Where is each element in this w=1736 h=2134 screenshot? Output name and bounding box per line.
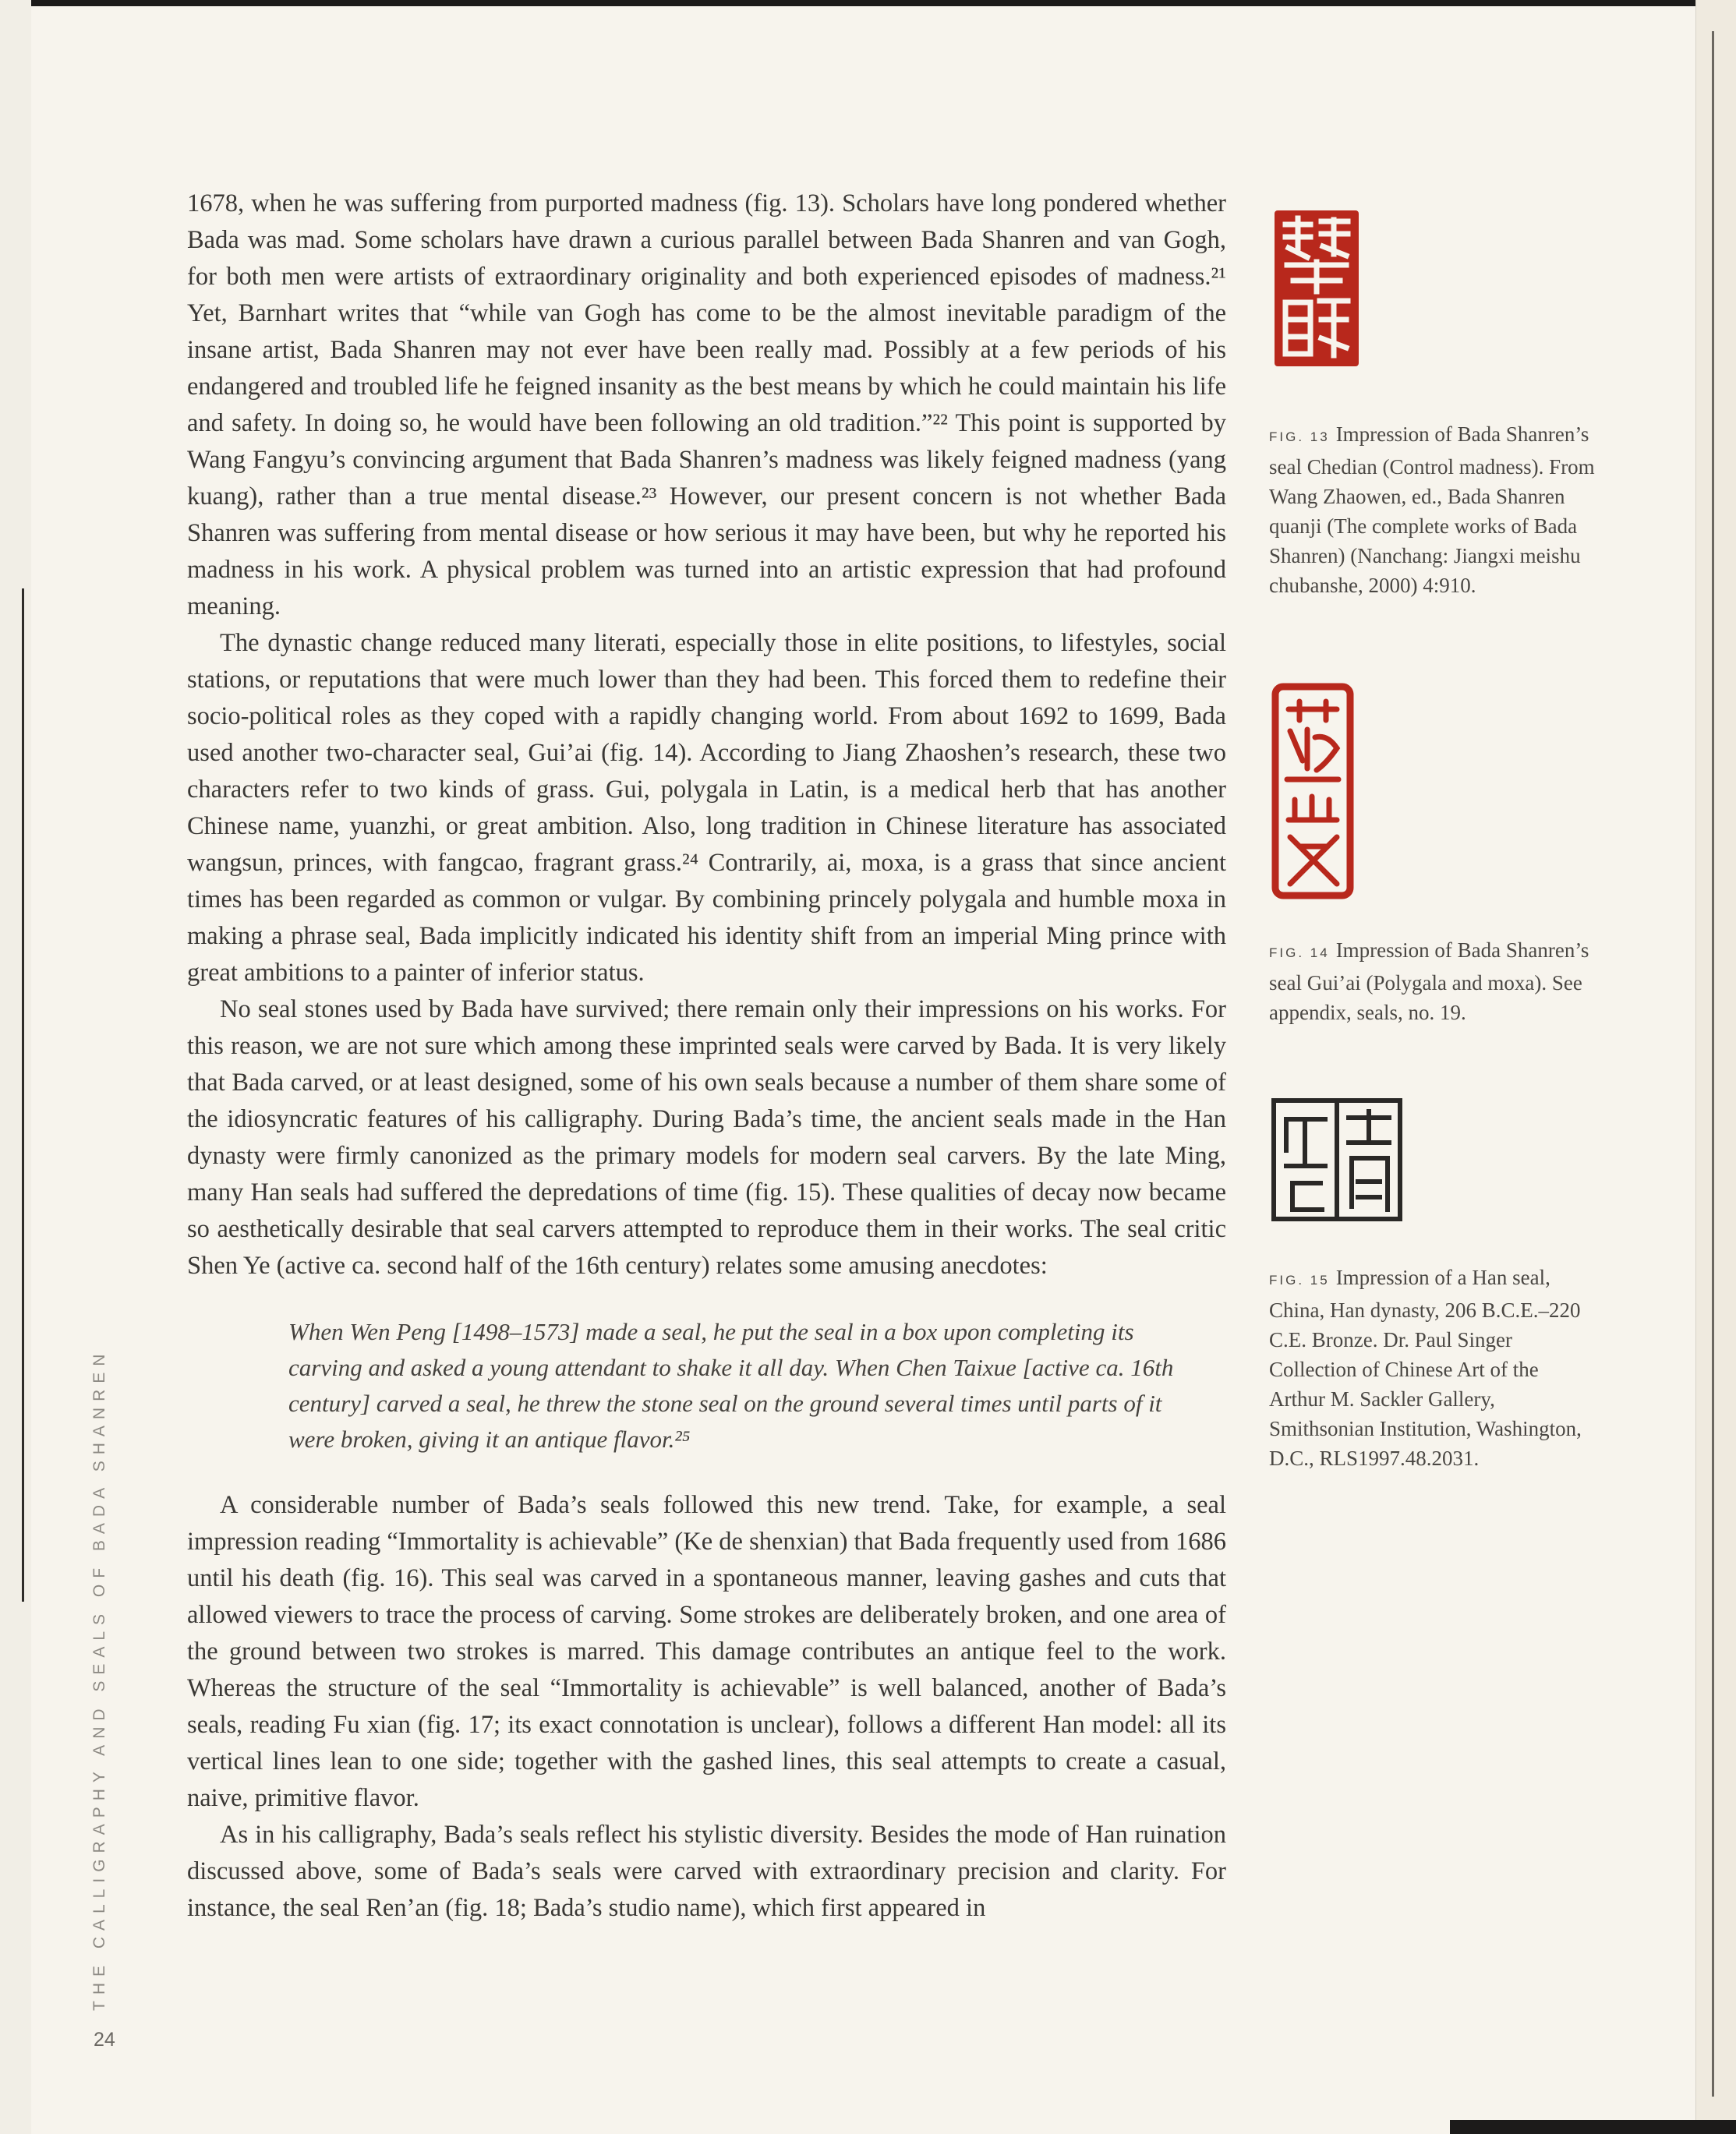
paragraph-2: The dynastic change reduced many literati, especially those in elite positions, to lifestyles, social stations, or reputations that were much lower than they had been. This forced them to redefine their socio-political roles as they coped with a rapidly changing world. From about 1692 to 1699, Bada used another two-character seal, Gui’ai (fig. 14). According to Jiang Zhaoshen’s research, these two characters refer to two kinds of grass. Gui, polygala in Latin, is a medical herb that has another Chinese name, yuanzhi, or great ambition. Also, long tradition in Chinese literature has associated wangsun, princes, with fangcao, fragrant grass.²⁴ Contrarily, ai, moxa, is a grass that since ancient times has been regarded as common or vulgar. By combining princely polygala and humble moxa in making a phrase seal, Bada implicitly indicated his identity shift from an imperial Ming prince with great ambitions to a painter of inferior status. [187, 629, 1226, 987]
right-page-edge [1695, 0, 1736, 2134]
paragraph-5: As in his calligraphy, Bada’s seals reflect his stylistic diversity. Besides the mode of Han ruination discussed above, some of Bada’s seals were carved with extraordinary precision and clarity. For instance, the seal Ren’an (fig. 18; Bada’s studio name), which first appeared in [187, 1821, 1226, 1922]
paragraph-4: A considerable number of Bada’s seals followed this new trend. Take, for example, a seal impression reading “Immortality is achievable” (Ke de shenxian) that Bada frequently used from 1686 until his death (fig. 16). This seal was carved in a spontaneous manner, leaving gashes and cuts that allowed viewers to trace the process of carving. Some strokes are deliberately broken, and one area of the ground between two strokes is marred. This damage contributes an antique feel to the work. Whereas the structure of the seal “Immortality is achievable” is well balanced, another of Bada’s seals, reading Fu xian (fig. 17; its exact connotation is unclear), follows a different Han model: all its vertical lines lean to one side; together with the gashed lines, this seal attempts to create a casual, naive, primitive flavor. [187, 1491, 1226, 1812]
gutter-line [1712, 31, 1714, 2097]
figure-15 [1271, 1096, 1596, 1224]
paragraph-3: No seal stones used by Bada have survived; there remain only their impressions on his works. For this reason, we are not sure which among these imprinted seals were carved by Bada. It is very likely that Bada carved, or at least designed, some of his own seals because a number of them share some of the idiosyncratic features of his calligraphy. During Bada’s time, the ancient seals made in the Han dynasty were firmly canonized as the primary models for modern seal carvers. By the late Ming, many Han seals had suffered the depredations of time (fig. 15). These qualities of decay now became so aesthetically desirable that seal carvers attempted to reproduce them in their works. The seal critic Shen Ye (active ca. second half of the 16th century) relates some amusing anecdotes: [187, 995, 1226, 1280]
seal-guiai-image [1271, 683, 1354, 899]
seal-chedian-image [1275, 210, 1359, 366]
figure-15-label: FIG. 15 [1269, 1273, 1330, 1288]
paragraph-1: 1678, when he was suffering from purported madness (fig. 13). Scholars have long pondered whether Bada was mad. Some scholars have drawn a curious parallel between Bada Shanren and van Gogh, for both men were artists of extraordinary originality and both experienced episodes of madness.²¹ Yet, Barnhart writes that “while van Gogh has come to be the almost inevitable paradigm of the insane artist, Bada Shanren may not ever have been really mad. Possibly at a few periods of his endangered and troubled life he feigned insanity as the best means by which he could maintain his life and safety. In doing so, he would have been following an old tradition.”²² This point is supported by Wang Fangyu’s convincing argument that Bada Shanren’s madness was likely feigned madness (yang kuang), rather than a true mental disease.²³ However, our present concern is not whether Bada Shanren was suffering from mental disease or how serious it may have been, but why he reported his madness in his work. A physical problem was turned into an artistic expression that had profound meaning. [187, 189, 1226, 620]
figure-13-caption: FIG. 13 Impression of Bada Shanren’s seal Chedian (Control madness). From Wang Zhaowen, ed., Bada Shanren quanji (The complete works of Bada Shanren) (Nanchang: Jiangxi meishu chubanshe, 2000) 4:910. [1269, 422, 1595, 597]
body-text-column [187, 185, 1226, 1927]
figure-column [1269, 210, 1596, 1473]
bottom-rule [1450, 2120, 1736, 2134]
block-quote: When Wen Peng [1498–1573] made a seal, he put the seal in a box upon completing its carving and asked a young attendant to shake it all day. When Chen Taixue [active ca. 16th century] carved a seal, he threw the stone seal on the ground several times until parts of it were broken, giving it an antique flavor.²⁵ [288, 1318, 1174, 1453]
seal-han-image [1271, 1096, 1403, 1224]
figure-14-caption: FIG. 14 Impression of Bada Shanren’s seal Gui’ai (Polygala and moxa). See appendix, seals, no. 19. [1269, 938, 1589, 1024]
binding-mark [22, 588, 24, 1602]
running-footer: THE CALLIGRAPHY AND SEALS OF BADA SHANREN [90, 1348, 108, 2011]
page-number: 24 [94, 2029, 115, 2051]
top-rule [0, 0, 1736, 6]
left-page-edge [0, 0, 31, 2134]
figure-13-label: FIG. 13 [1269, 429, 1330, 444]
figure-13 [1275, 210, 1596, 366]
figure-14-label: FIG. 14 [1269, 945, 1330, 960]
figure-15-caption: FIG. 15 Impression of a Han seal, China, Han dynasty, 206 B.C.E.–220 C.E. Bronze. Dr. Paul Singer Collection of Chinese Art of the Arthur M. Sackler Gallery, Smithsonian Institution, Washington, D.C., RLS1997.48.2031. [1269, 1266, 1582, 1470]
figure-14 [1271, 683, 1596, 899]
